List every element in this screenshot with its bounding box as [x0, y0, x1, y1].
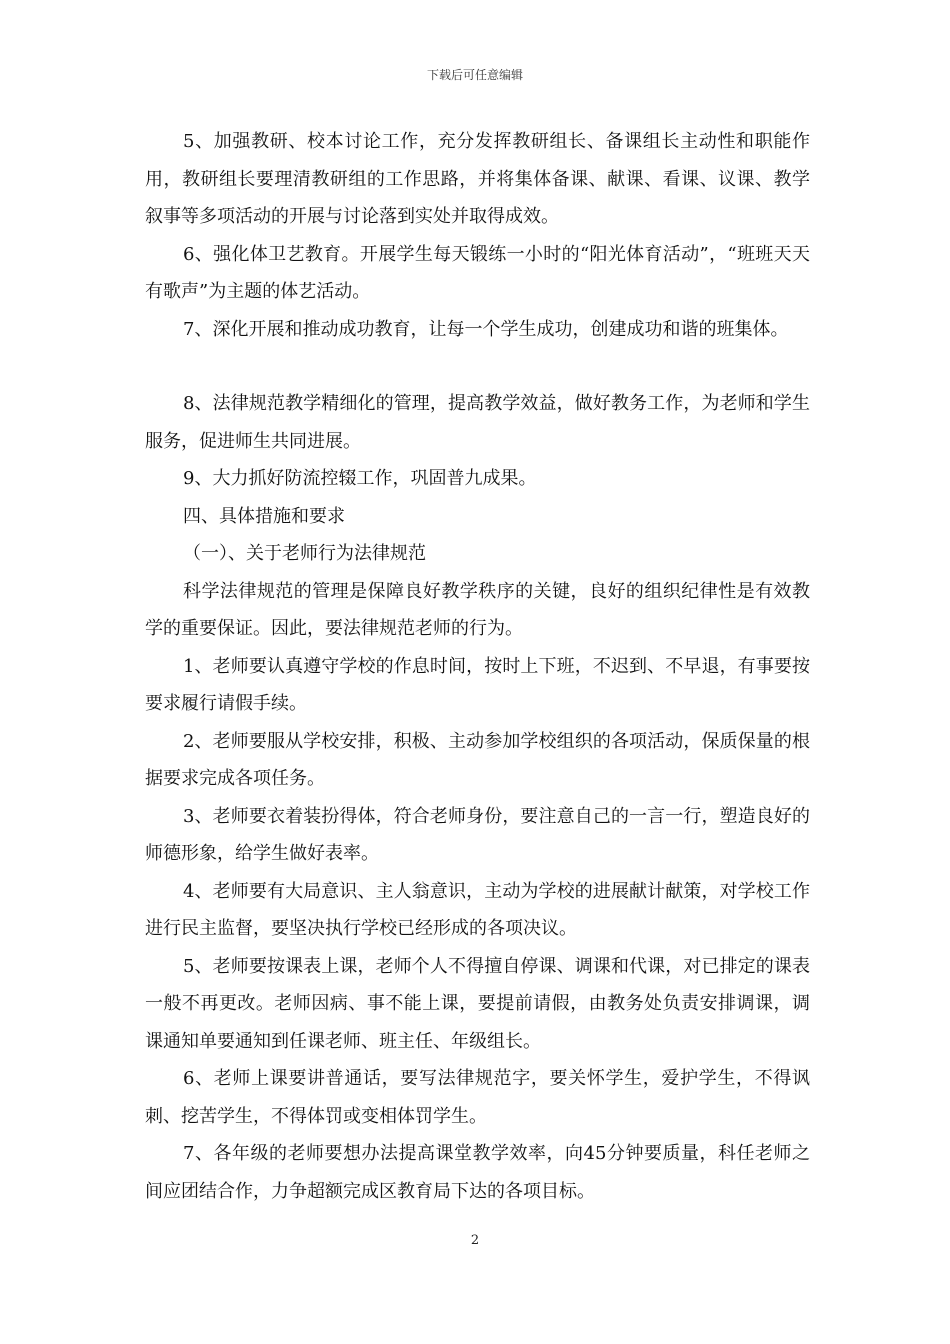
paragraph-rule-1: 1、老师要认真遵守学校的作息时间，按时上下班，不迟到、不早退，有事要按要求履行请假手续。: [145, 655, 810, 714]
paragraph-rule-5: 5、老师要按课表上课，老师个人不得擅自停课、调课和代课，对已排定的课表一般不再更改。老师因病、事不能上课，要提前请假，由教务处负责安排调课，调课通知单要通知到任课老师、班主任、年级组长。: [145, 955, 810, 1052]
paragraph-item-5-teaching-research: 5、加强教研、校本讨论工作，充分发挥教研组长、备课组长主动性和职能作用，教研组长要理清教研组的工作思路，并将集体备课、献课、看课、议课、教学叙事等多项活动的开展与讨论落到实处并取得成效。: [145, 131, 810, 227]
paragraph-item-9-dropout-control: 9、大力抓好防流控辍工作，巩固普九成果。: [183, 468, 537, 489]
paragraph-rule-7: 7、各年级的老师要想办法提高课堂教学效率，向45分钟要质量，科任老师之间应团结合作，力争超额完成区教育局下达的各项目标。: [145, 1143, 810, 1202]
paragraph-item-7-success-education: 7、深化开展和推动成功教育，让每一个学生成功，创建成功和谐的班集体。: [183, 318, 789, 340]
paragraph-rule-3: 3、老师要衣着装扮得体，符合老师身份，要注意自己的一言一行，塑造良好的师德形象，给学生做好表率。: [145, 805, 810, 864]
paragraph-intro-management: 科学法律规范的管理是保障良好教学秩序的关键，良好的组织纪律性是有效教学的重要保证。因此，要法律规范老师的行为。: [145, 580, 810, 639]
paragraph-rule-6: 6、老师上课要讲普通话，要写法律规范字，要关怀学生，爱护学生，不得讽刺、挖苦学生，不得体罚或变相体罚学生。: [145, 1068, 810, 1127]
paragraph-item-6-sports-arts: 6、强化体卫艺教育。开展学生每天锻练一小时的“阳光体育活动”，“班班天天有歌声”为主题的体艺活动。: [145, 243, 810, 302]
paragraph-rule-2: 2、老师要服从学校安排，积极、主动参加学校组织的各项活动，保质保量的根据要求完成各项任务。: [145, 730, 810, 789]
header-note: 下载后可任意编辑: [426, 68, 523, 82]
paragraph-item-8-teaching-management: 8、法律规范教学精细化的管理，提高教学效益，做好教务工作，为老师和学生服务，促进师生共同进展。: [145, 393, 810, 452]
document-body: [145, 123, 810, 1210]
subsection-heading-teacher-conduct: （一）、关于老师行为法律规范: [183, 543, 426, 564]
page-number: 2: [470, 1233, 480, 1248]
paragraph-rule-4: 4、老师要有大局意识、主人翁意识，主动为学校的进展献计献策，对学校工作进行民主监督，要坚决执行学校已经形成的各项决议。: [145, 880, 810, 939]
blank-line: [145, 348, 810, 385]
section-heading-measures: 四、具体措施和要求: [183, 505, 345, 527]
